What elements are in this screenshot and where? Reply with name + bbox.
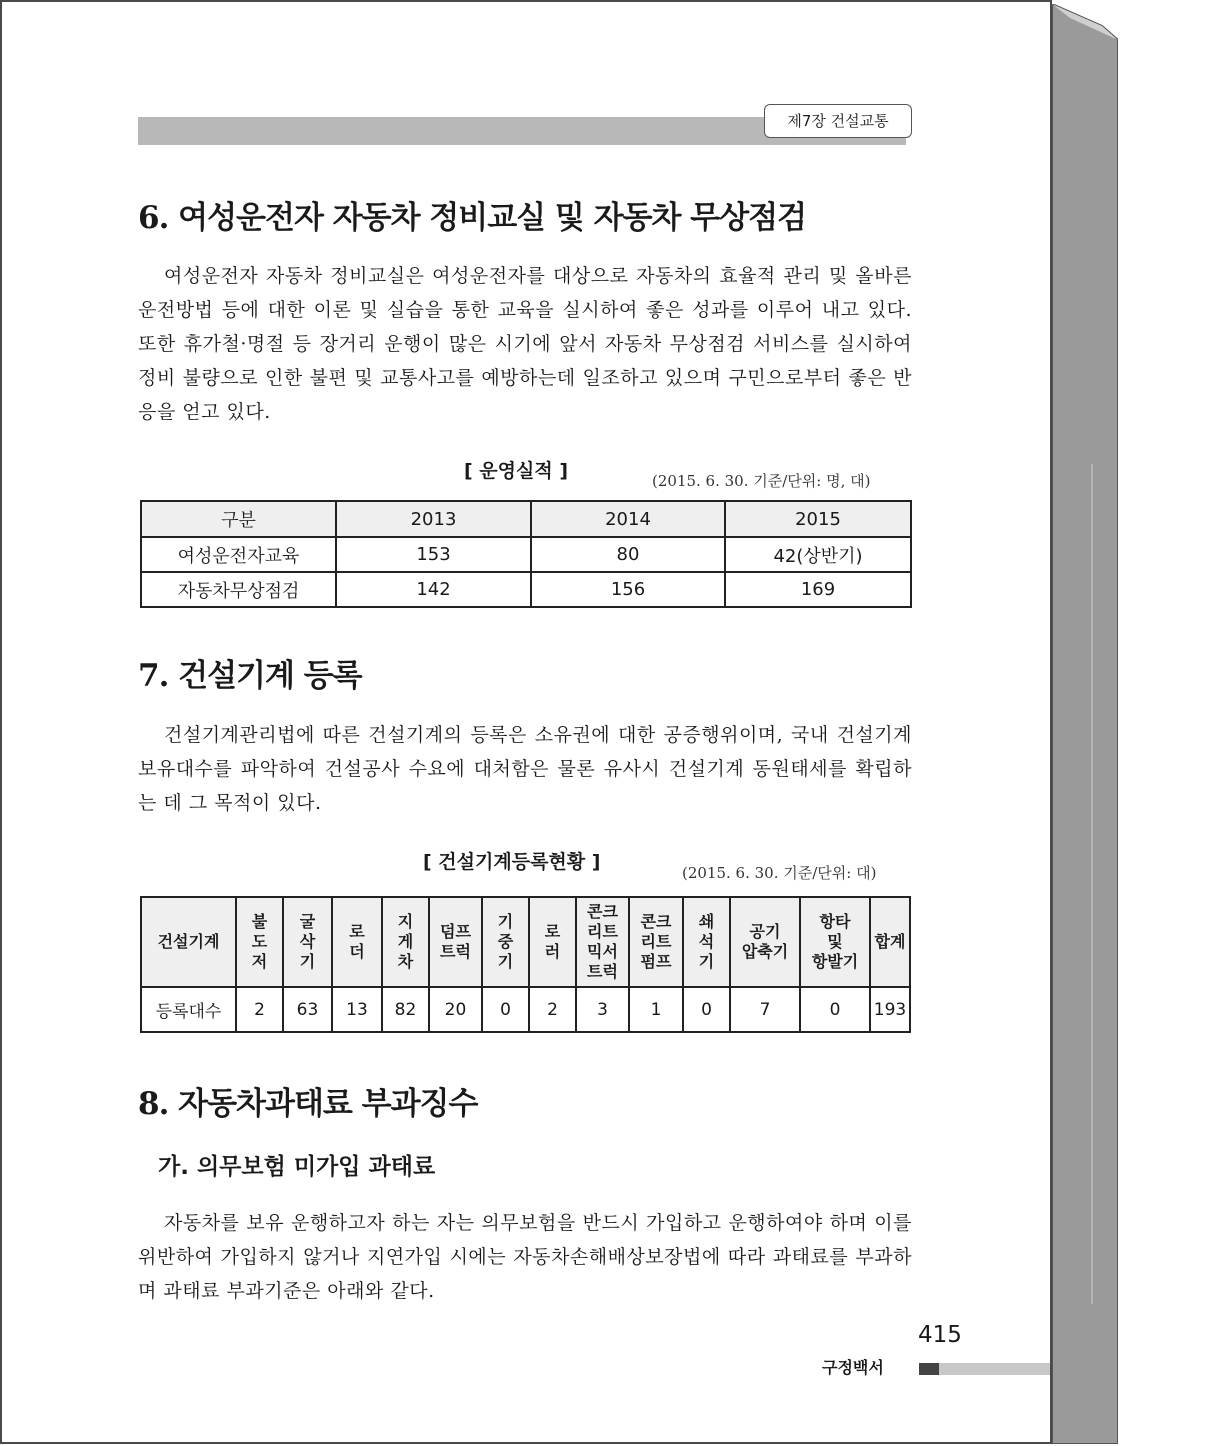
table-row bbox=[141, 537, 911, 572]
column-header: 덤프 트럭 bbox=[429, 897, 482, 987]
table-cell: 169 bbox=[725, 572, 911, 607]
section-6-title: 6. 여성운전자 자동차 정비교실 및 자동차 무상점검 bbox=[138, 200, 807, 236]
column-header: 불 도 저 bbox=[236, 897, 283, 987]
column-header: 콘크 리트 믹서 트럭 bbox=[576, 897, 629, 987]
column-header: 합계 bbox=[870, 897, 910, 987]
section-6-body: 여성운전자 자동차 정비교실은 여성운전자를 대상으로 자동차의 효율적 관리 및 올바른 운전방법 등에 대한 이론 및 실습을 통한 교육을 실시하여 좋은 성과를 이루어 내고 있다. 또한 휴가철·명절 등 장거리 운행이 많은 시기에 앞서 자동차 무상점검 서비스를 실시하여 정비 불량으로 인한 불편 및 교통사고를 예방하는데 일조하고 있으며 구민으로부터 좋은 반응을 얻고 있다. bbox=[138, 265, 912, 423]
table-cell: 1 bbox=[629, 987, 683, 1032]
table-cell: 13 bbox=[332, 987, 382, 1032]
footer-bar-light bbox=[939, 1363, 1050, 1375]
table-cell: 7 bbox=[730, 987, 800, 1032]
table-cell: 193 bbox=[870, 987, 910, 1032]
table-header-row bbox=[141, 501, 911, 537]
row-label: 여성운전자교육 bbox=[141, 537, 336, 572]
column-header: 로 더 bbox=[332, 897, 382, 987]
row-label: 자동차무상점검 bbox=[141, 572, 336, 607]
table-cell: 80 bbox=[531, 537, 725, 572]
machinery-table-caption: [ 건설기계등록현황 ] bbox=[423, 851, 601, 873]
machinery-table-note: (2015. 6. 30. 기준/단위: 대) bbox=[682, 864, 877, 882]
table-cell: 20 bbox=[429, 987, 482, 1032]
section-8-subtitle: 가. 의무보험 미가입 과태료 bbox=[158, 1154, 436, 1180]
column-header: 지 게 차 bbox=[382, 897, 429, 987]
column-header: 항타 및 항발기 bbox=[800, 897, 870, 987]
page-number: 415 bbox=[918, 1322, 962, 1348]
column-header: 건설기계 bbox=[141, 897, 236, 987]
row-label: 등록대수 bbox=[141, 987, 236, 1032]
column-header: 공기 압축기 bbox=[730, 897, 800, 987]
operations-table bbox=[140, 500, 912, 608]
table-cell: 0 bbox=[800, 987, 870, 1032]
table-cell: 3 bbox=[576, 987, 629, 1032]
table-row bbox=[141, 987, 910, 1032]
column-header: 로 러 bbox=[529, 897, 576, 987]
operations-table-note: (2015. 6. 30. 기준/단위: 명, 대) bbox=[652, 472, 871, 490]
column-header: 굴 삭 기 bbox=[283, 897, 332, 987]
column-header: 구분 bbox=[141, 501, 336, 537]
footer-bar-dark bbox=[919, 1363, 939, 1375]
chapter-tag: 제7장 건설교통 bbox=[764, 104, 912, 138]
table-cell: 0 bbox=[683, 987, 730, 1032]
table-cell: 0 bbox=[482, 987, 529, 1032]
section-7-title: 7. 건설기계 등록 bbox=[138, 658, 362, 694]
table-cell: 42(상반기) bbox=[725, 537, 911, 572]
table-cell: 82 bbox=[382, 987, 429, 1032]
operations-table-caption: [ 운영실적 ] bbox=[464, 460, 569, 482]
column-header: 기 중 기 bbox=[482, 897, 529, 987]
table-cell: 2 bbox=[236, 987, 283, 1032]
book-title: 구정백서 bbox=[822, 1358, 884, 1377]
machinery-table bbox=[140, 896, 911, 1033]
table-cell: 156 bbox=[531, 572, 725, 607]
column-header: 2013 bbox=[336, 501, 531, 537]
section-8-title: 8. 자동차과태료 부과징수 bbox=[138, 1086, 478, 1122]
section-8-body: 자동차를 보유 운행하고자 하는 자는 의무보험을 반드시 가입하고 운행하여야 하며 이를 위반하여 가입하지 않거나 지연가입 시에는 자동차손해배상보장법에 따라 과태료를 부과하며 과태료 부과기준은 아래와 같다. bbox=[138, 1212, 912, 1302]
table-cell: 63 bbox=[283, 987, 332, 1032]
table-cell: 2 bbox=[529, 987, 576, 1032]
table-row bbox=[141, 572, 911, 607]
page-stack-edge bbox=[1052, 4, 1118, 1444]
column-header: 2014 bbox=[531, 501, 725, 537]
table-header-row bbox=[141, 897, 910, 987]
table-cell: 142 bbox=[336, 572, 531, 607]
column-header: 2015 bbox=[725, 501, 911, 537]
column-header: 쇄 석 기 bbox=[683, 897, 730, 987]
table-cell: 153 bbox=[336, 537, 531, 572]
column-header: 콘크 리트 펌프 bbox=[629, 897, 683, 987]
section-7-body: 건설기계관리법에 따른 건설기계의 등록은 소유권에 대한 공증행위이며, 국내 건설기계 보유대수를 파악하여 건설공사 수요에 대처함은 물론 유사시 건설기계 동원태세를 확립하는 데 그 목적이 있다. bbox=[138, 724, 912, 814]
